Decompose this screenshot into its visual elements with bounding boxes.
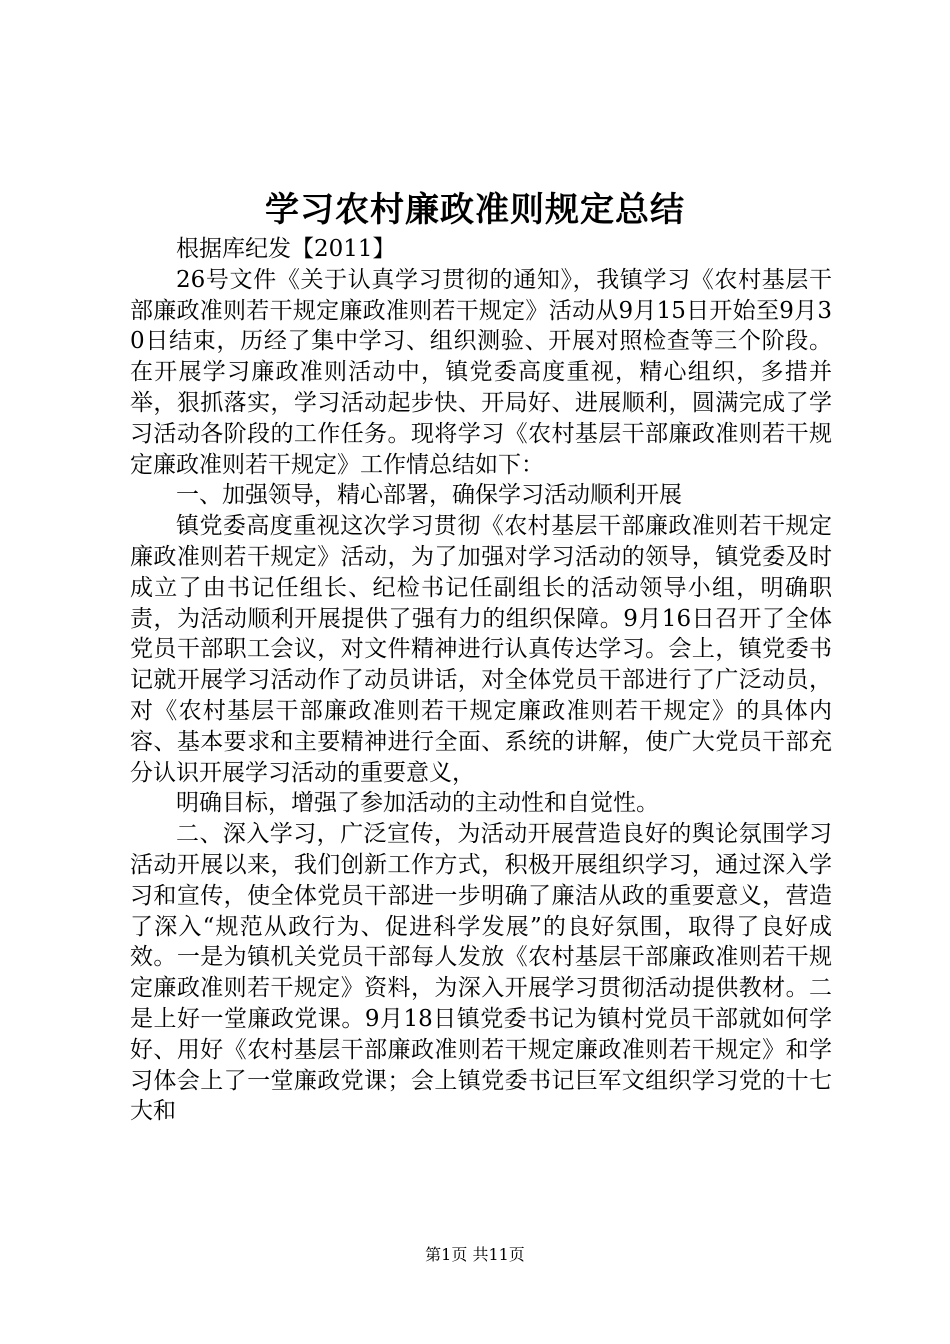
paragraph-goal: 明确目标，增强了参加活动的主动性和自觉性。 xyxy=(176,790,659,817)
document-title: 学习农村廉政准则规定总结 xyxy=(265,190,685,230)
paragraph-section-1: 镇党委高度重视这次学习贯彻《农村基层干部廉政准则若干规定廉政准则若干规定》活动，为了加强对学习活动的领导，镇党委及时成立了由书记任组长、纪检书记任副组长的活动领导小组，明确职责，为活动顺利开展提供了强有力的组织保障。9月16日召开了全体党员干部职工会议，对文件精神进行认真传达学习。会上，镇党委书记就开展学习活动作了动员讲话，对全体党员干部进行了广泛动员，对《农村基层干部廉政准则若干规定廉政准则若干规定》的具体内容、基本要求和主要精神进行全面、系统的讲解，使广大党员干部充分认识开展学习活动的重要意义， xyxy=(130,513,832,786)
paragraph-reference: 根据库纪发【2011】 xyxy=(176,236,396,262)
paragraph-intro: 26号文件《关于认真学习贯彻的通知》，我镇学习《农村基层干部廉政准则若干规定廉政准则若干规定》活动从9月15日开始至9月30日结束，历经了集中学习、组织测验、开展对照检查等三个阶段。在开展学习廉政准则活动中，镇党委高度重视，精心组织，多措并举，狠抓落实，学习活动起步快、开局好、进展顺利，圆满完成了学习活动各阶段的工作任务。现将学习《农村基层干部廉政准则若干规定廉政准则若干规定》工作情总结如下： xyxy=(130,266,832,478)
document-body xyxy=(130,234,832,1127)
paragraph-section-2: 二、深入学习，广泛宣传，为活动开展营造良好的舆论氛围学习活动开展以来，我们创新工作方式，积极开展组织学习，通过深入学习和宣传，使全体党员干部进一步明确了廉洁从政的重要意义，营造了深入“规范从政行为、促进科学发展”的良好氛围，取得了良好成效。一是为镇机关党员干部每人发放《农村基层干部廉政准则若干规定廉政准则若干规定》资料，为深入开展学习贯彻活动提供教材。二是上好一堂廉政党课。9月18日镇党委书记为镇村党员干部就如何学好、用好《农村基层干部廉政准则若干规定廉政准则若干规定》和学习体会上了一堂廉政党课；会上镇党委书记巨军文组织学习党的十七大和 xyxy=(130,821,832,1125)
page-number-footer: 第1页 共11页 xyxy=(425,1245,525,1264)
section-heading-1: 一、加强领导，精心部署，确保学习活动顺利开展 xyxy=(176,482,682,509)
